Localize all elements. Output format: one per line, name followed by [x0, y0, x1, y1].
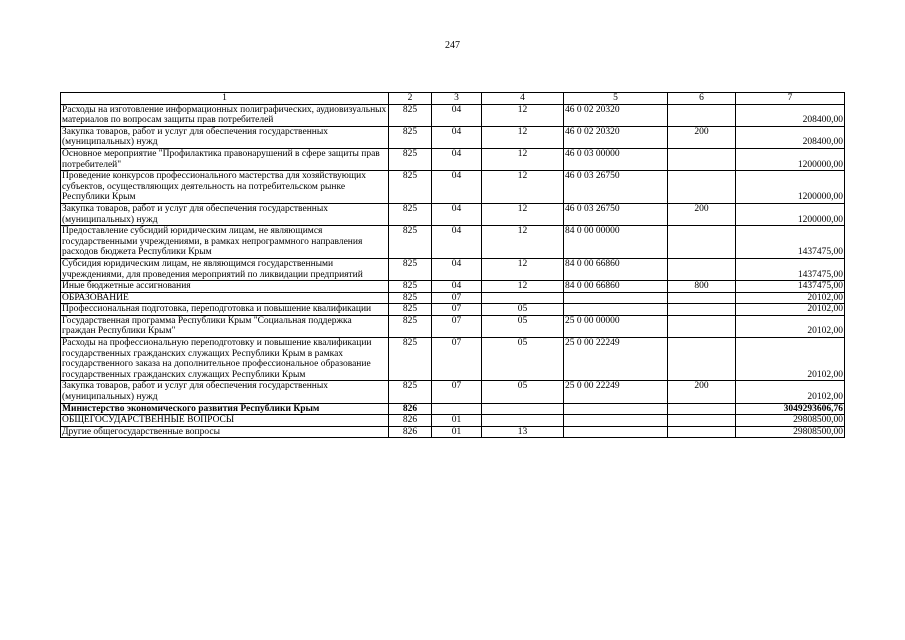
row-expense-type	[668, 292, 736, 304]
table-row	[61, 426, 845, 438]
row-subsection: 05	[482, 338, 564, 381]
row-target-article: 25 0 00 22249	[564, 338, 668, 381]
row-section: 07	[432, 381, 482, 403]
header-cell: 3	[432, 93, 482, 105]
table-row	[61, 381, 845, 403]
row-expense-type	[668, 104, 736, 126]
table-row	[61, 258, 845, 280]
row-section: 04	[432, 126, 482, 148]
row-subsection: 12	[482, 148, 564, 170]
row-target-article: 46 0 03 26750	[564, 203, 668, 225]
budget-table	[60, 92, 845, 438]
row-amount: 1437475,00	[736, 281, 845, 293]
row-amount: 20102,00	[736, 315, 845, 337]
row-section: 04	[432, 203, 482, 225]
row-expense-type	[668, 415, 736, 427]
row-amount: 29808500,00	[736, 415, 845, 427]
row-ministry-code: 825	[389, 281, 432, 293]
row-description: Проведение конкурсов профессионального мастерства для хозяйствующих субъектов, осуществляющих деятельность на потребительском рынке Республики Крым	[61, 171, 389, 204]
row-description: Другие общегосударственные вопросы	[61, 426, 389, 438]
table-row	[61, 415, 845, 427]
row-target-article: 46 0 02 20320	[564, 126, 668, 148]
row-ministry-code: 825	[389, 148, 432, 170]
table-row	[61, 226, 845, 259]
row-expense-type	[668, 226, 736, 259]
row-expense-type	[668, 258, 736, 280]
row-ministry-code: 825	[389, 126, 432, 148]
row-expense-type	[668, 148, 736, 170]
row-expense-type	[668, 338, 736, 381]
table-row	[61, 281, 845, 293]
row-section: 01	[432, 426, 482, 438]
row-ministry-code: 825	[389, 381, 432, 403]
row-amount: 29808500,00	[736, 426, 845, 438]
row-amount: 3049293606,76	[736, 403, 845, 415]
table-row	[61, 292, 845, 304]
row-amount: 1437475,00	[736, 258, 845, 280]
row-expense-type	[668, 315, 736, 337]
row-subsection: 12	[482, 104, 564, 126]
table-row	[61, 304, 845, 316]
table-row	[61, 126, 845, 148]
row-target-article	[564, 426, 668, 438]
row-amount: 20102,00	[736, 292, 845, 304]
row-ministry-code: 825	[389, 315, 432, 337]
row-target-article	[564, 304, 668, 316]
header-row	[61, 93, 845, 105]
row-subsection: 12	[482, 258, 564, 280]
row-target-article: 46 0 03 26750	[564, 171, 668, 204]
row-description: ОБЩЕГОСУДАРСТВЕННЫЕ ВОПРОСЫ	[61, 415, 389, 427]
row-expense-type: 800	[668, 281, 736, 293]
row-target-article	[564, 292, 668, 304]
row-amount: 1437475,00	[736, 226, 845, 259]
row-amount: 1200000,00	[736, 171, 845, 204]
row-amount: 1200000,00	[736, 203, 845, 225]
header-cell: 7	[736, 93, 845, 105]
header-cell: 1	[61, 93, 389, 105]
row-expense-type: 200	[668, 381, 736, 403]
row-description: ОБРАЗОВАНИЕ	[61, 292, 389, 304]
row-expense-type	[668, 403, 736, 415]
row-amount: 20102,00	[736, 381, 845, 403]
row-amount: 20102,00	[736, 304, 845, 316]
row-description: Закупка товаров, работ и услуг для обеспечения государственных (муниципальных) нужд	[61, 381, 389, 403]
row-ministry-code: 825	[389, 338, 432, 381]
row-amount: 20102,00	[736, 338, 845, 381]
row-subsection: 05	[482, 381, 564, 403]
table-body	[61, 93, 845, 438]
row-amount: 208400,00	[736, 104, 845, 126]
row-description: Основное мероприятие "Профилактика правонарушений в сфере защиты прав потребителей"	[61, 148, 389, 170]
table-row	[61, 104, 845, 126]
row-section: 07	[432, 292, 482, 304]
row-section: 04	[432, 171, 482, 204]
row-target-article	[564, 415, 668, 427]
row-ministry-code: 825	[389, 203, 432, 225]
table-row	[61, 338, 845, 381]
row-ministry-code: 826	[389, 426, 432, 438]
row-section: 04	[432, 226, 482, 259]
row-description: Государственная программа Республики Крым "Социальная поддержка граждан Республики Крым"	[61, 315, 389, 337]
row-description: Субсидия юридическим лицам, не являющимся государственными учреждениями, для проведения мероприятий по ликвидации предприятий	[61, 258, 389, 280]
row-subsection: 12	[482, 126, 564, 148]
row-subsection: 12	[482, 281, 564, 293]
row-subsection	[482, 292, 564, 304]
row-ministry-code: 825	[389, 226, 432, 259]
row-target-article: 84 0 00 66860	[564, 258, 668, 280]
row-amount: 208400,00	[736, 126, 845, 148]
row-ministry-code: 826	[389, 403, 432, 415]
row-subsection	[482, 403, 564, 415]
row-subsection: 12	[482, 171, 564, 204]
row-subsection: 05	[482, 304, 564, 316]
header-cell: 5	[564, 93, 668, 105]
row-target-article: 25 0 00 00000	[564, 315, 668, 337]
row-section: 07	[432, 304, 482, 316]
row-subsection: 12	[482, 226, 564, 259]
table-row	[61, 315, 845, 337]
row-description: Предоставление субсидий юридическим лицам, не являющимся государственными учреждениями, в рамках непрограммного направления расходов бюджета Республики Крым	[61, 226, 389, 259]
row-target-article: 25 0 00 22249	[564, 381, 668, 403]
row-subsection: 05	[482, 315, 564, 337]
row-expense-type: 200	[668, 203, 736, 225]
table-row	[61, 171, 845, 204]
row-description: Министерство экономического развития Республики Крым	[61, 403, 389, 415]
row-subsection: 13	[482, 426, 564, 438]
row-description: Расходы на изготовление информационных полиграфических, аудиовизуальных материалов по вопросам защиты прав потребителей	[61, 104, 389, 126]
row-description: Закупка товаров, работ и услуг для обеспечения государственных (муниципальных) нужд	[61, 203, 389, 225]
row-subsection: 12	[482, 203, 564, 225]
row-ministry-code: 825	[389, 104, 432, 126]
table-row	[61, 148, 845, 170]
row-target-article	[564, 403, 668, 415]
row-section: 07	[432, 338, 482, 381]
row-subsection	[482, 415, 564, 427]
table-row	[61, 203, 845, 225]
header-cell: 2	[389, 93, 432, 105]
page-number: 247	[445, 40, 460, 51]
row-expense-type	[668, 304, 736, 316]
row-section: 04	[432, 281, 482, 293]
row-expense-type	[668, 426, 736, 438]
header-cell: 4	[482, 93, 564, 105]
row-description: Профессиональная подготовка, переподготовка и повышение квалификации	[61, 304, 389, 316]
row-expense-type	[668, 171, 736, 204]
row-expense-type: 200	[668, 126, 736, 148]
row-ministry-code: 825	[389, 258, 432, 280]
row-section: 04	[432, 104, 482, 126]
header-cell: 6	[668, 93, 736, 105]
row-ministry-code: 825	[389, 171, 432, 204]
row-description: Иные бюджетные ассигнования	[61, 281, 389, 293]
row-ministry-code: 825	[389, 292, 432, 304]
row-section: 07	[432, 315, 482, 337]
row-target-article: 84 0 00 00000	[564, 226, 668, 259]
row-description: Расходы на профессиональную переподготовку и повышение квалификации государственных гражданских служащих Республики Крым в рамках государственного заказа на дополнительное профессиональное образование государственных гражданских служащих Республики Крым	[61, 338, 389, 381]
row-ministry-code: 826	[389, 415, 432, 427]
table-row	[61, 403, 845, 415]
row-target-article: 46 0 02 20320	[564, 104, 668, 126]
row-section	[432, 403, 482, 415]
row-section: 04	[432, 258, 482, 280]
row-section: 04	[432, 148, 482, 170]
row-ministry-code: 825	[389, 304, 432, 316]
row-target-article: 46 0 03 00000	[564, 148, 668, 170]
row-target-article: 84 0 00 66860	[564, 281, 668, 293]
row-description: Закупка товаров, работ и услуг для обеспечения государственных (муниципальных) нужд	[61, 126, 389, 148]
row-amount: 1200000,00	[736, 148, 845, 170]
row-section: 01	[432, 415, 482, 427]
